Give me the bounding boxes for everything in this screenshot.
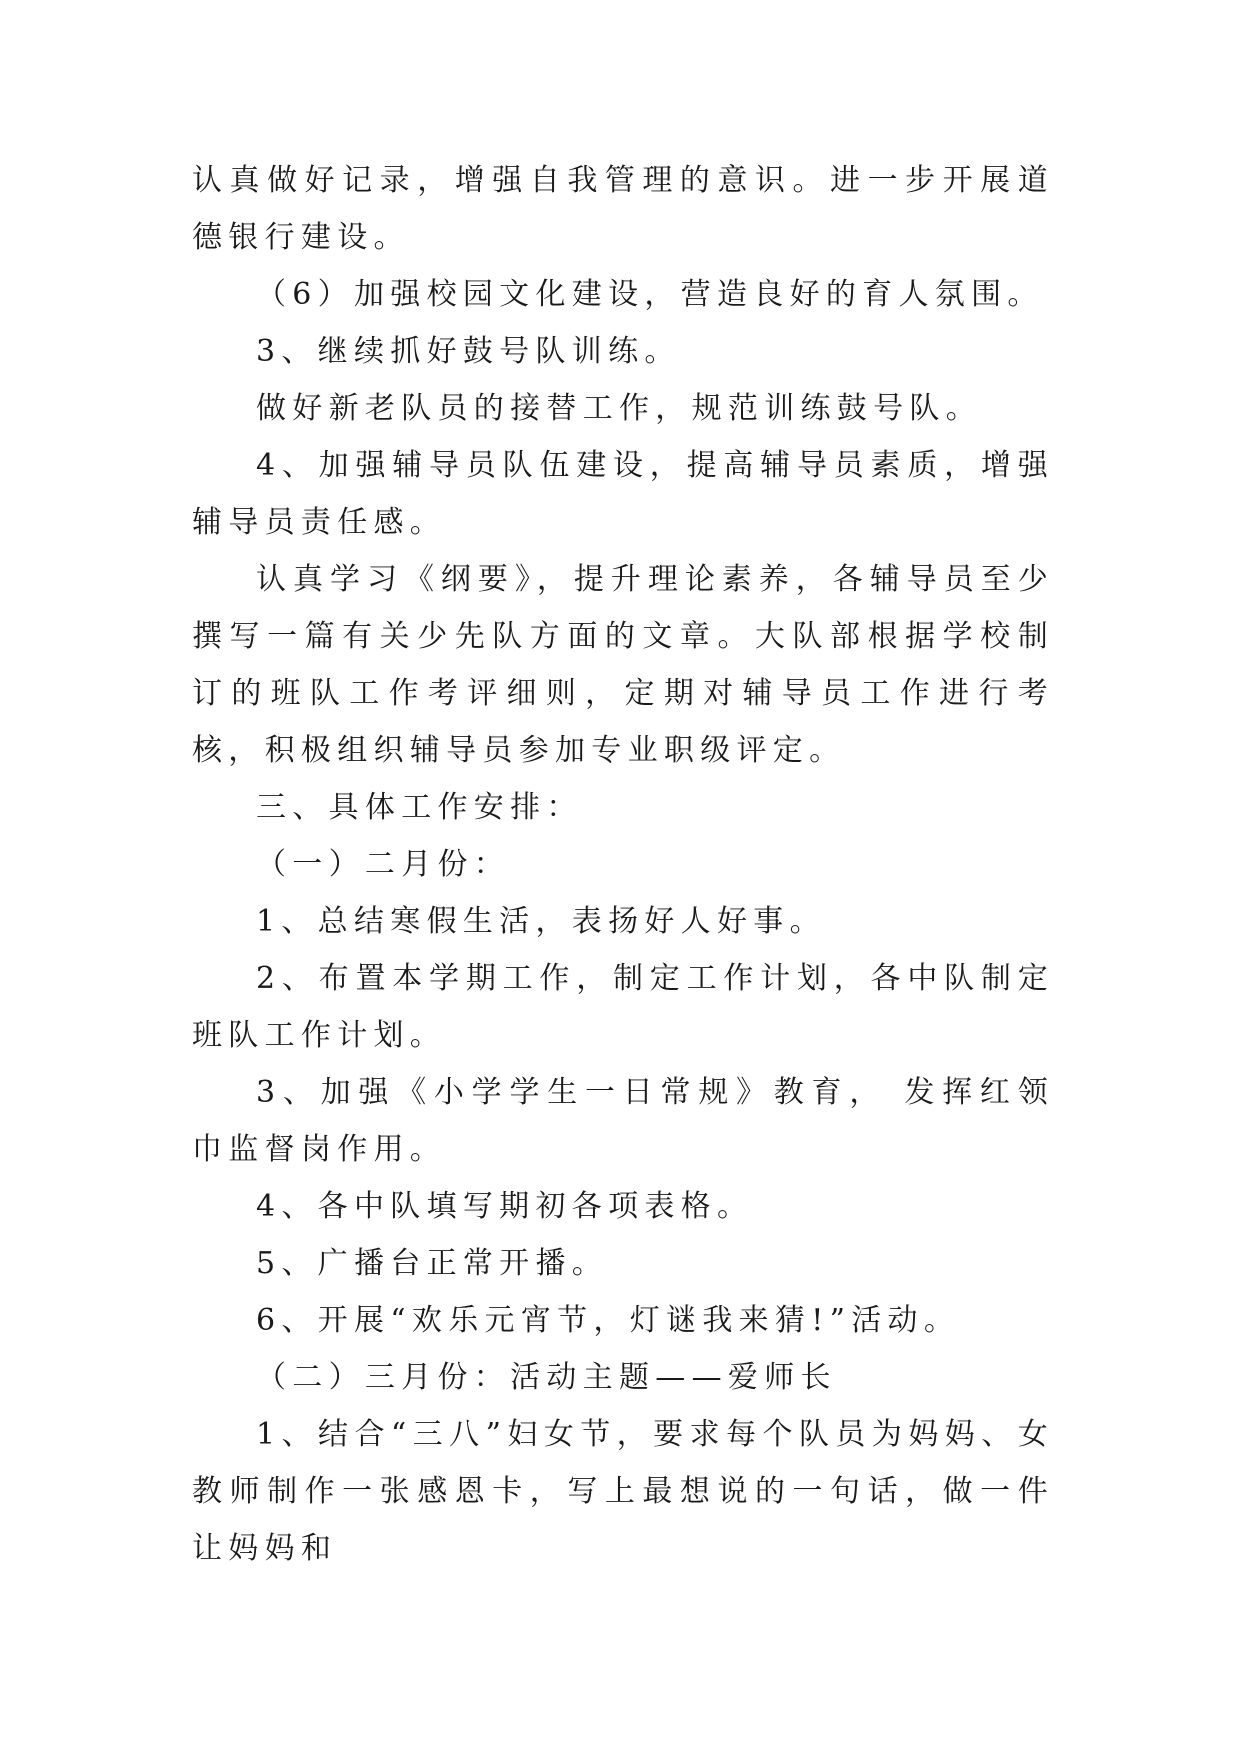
paragraph: （6）加强校园文化建设，营造良好的育人氛围。 xyxy=(256,277,1044,312)
paragraph: 3、继续抓好鼓号队训练。 xyxy=(256,334,681,369)
subsection-heading: （二）三月份：活动主题——爱师长 xyxy=(256,1360,837,1395)
list-item: 6、开展“欢乐元宵节，灯谜我来猜!”活动。 xyxy=(256,1303,961,1338)
list-item: 4、各中队填写期初各项表格。 xyxy=(256,1189,754,1224)
list-item: 1、总结寒假生活，表扬好人好事。 xyxy=(256,904,826,939)
subsection-heading: （一）二月份： xyxy=(256,847,511,882)
list-item: 1、结合“三八”妇女节，要求每个队员为妈妈、女教师制作一张感恩卡，写上最想说的一句话，做一件让妈妈和 xyxy=(192,1417,1054,1566)
paragraph: 认真学习《纲要》，提升理论素养，各辅导员至少撰写一篇有关少先队方面的文章。大队部根据学校制订的班队工作考评细则，定期对辅导员工作进行考核，积极组织辅导员参加专业职级评定。 xyxy=(192,562,1054,768)
paragraph: 做好新老队员的接替工作，规范训练鼓号队。 xyxy=(256,391,982,426)
list-item: 3、加强《小学学生一日常规》教育， 发挥红领巾监督岗作用。 xyxy=(192,1075,1054,1167)
paragraph: 4、加强辅导员队伍建设，提高辅导员素质，增强辅导员责任感。 xyxy=(192,448,1054,540)
list-item: 2、布置本学期工作，制定工作计划，各中队制定班队工作计划。 xyxy=(192,961,1054,1053)
section-heading: 三、具体工作安排： xyxy=(256,790,583,825)
list-item: 5、广播台正常开播。 xyxy=(256,1246,609,1281)
document-body xyxy=(192,152,1054,1577)
paragraph: 认真做好记录，增强自我管理的意识。进一步开展道德银行建设。 xyxy=(192,163,1054,255)
